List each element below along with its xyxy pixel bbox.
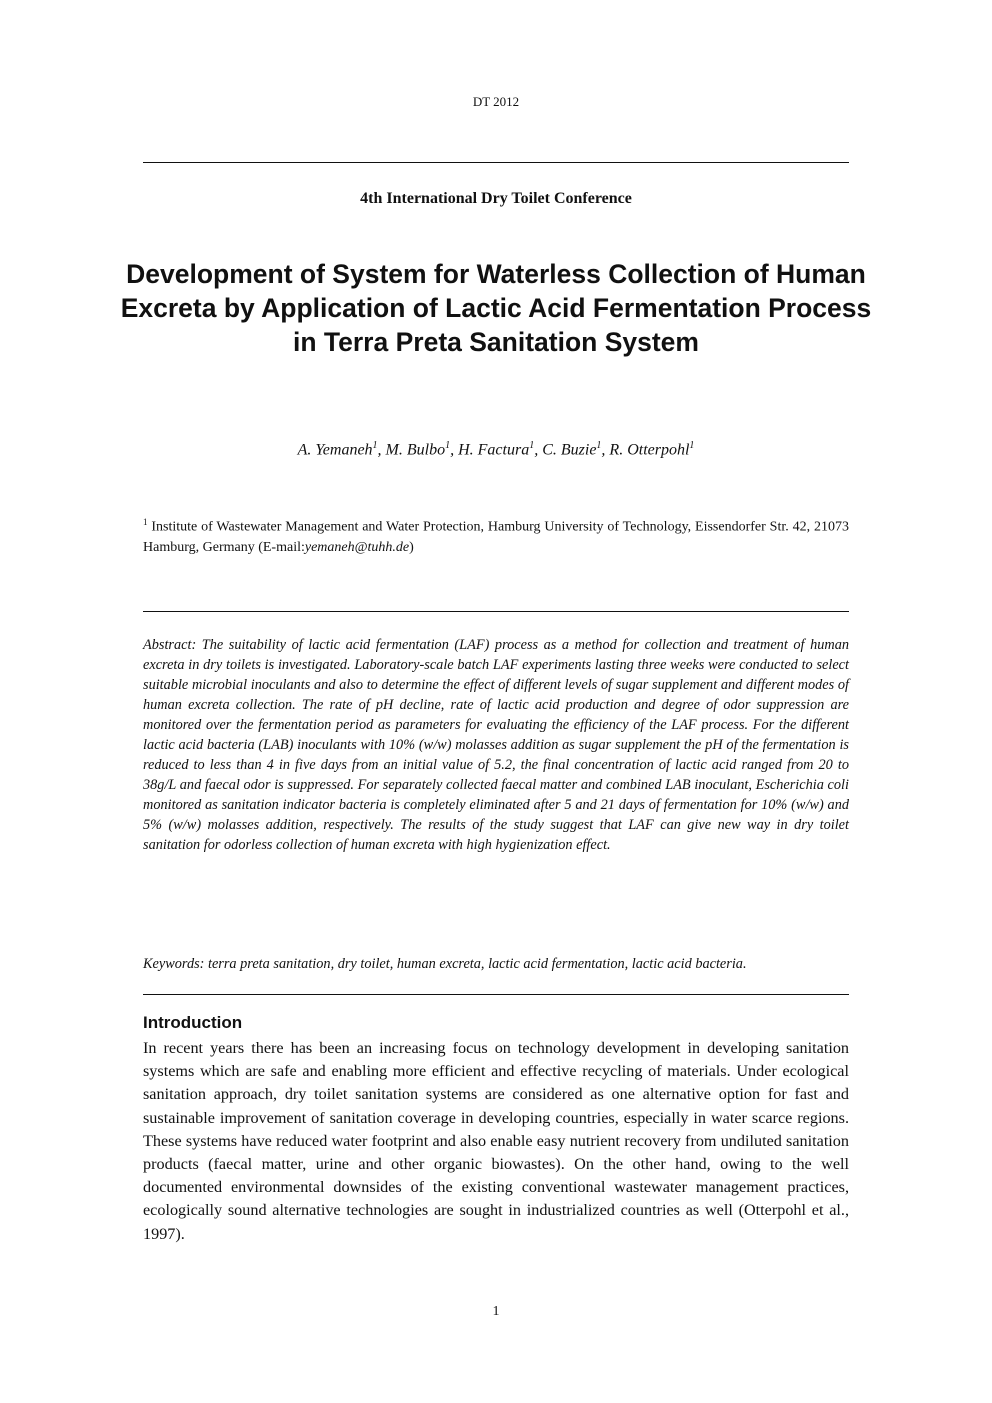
affiliation-closing: ): [409, 539, 414, 555]
header-rule: [143, 162, 849, 163]
affiliation-marker: 1: [445, 440, 451, 451]
keywords-rule: [143, 994, 849, 995]
running-header: DT 2012: [472, 94, 520, 109]
affiliation-block: [143, 512, 849, 558]
author-name: A. Yemaneh: [297, 441, 373, 459]
author-list: [0, 440, 992, 459]
affiliation-marker: 1: [143, 517, 148, 527]
affiliation-marker: 1: [529, 440, 535, 451]
section-heading-introduction: Introduction: [143, 1013, 243, 1032]
paper-title: Development of System for Waterless Collection of Human Excreta by Application of Lactic Acid Fermentation Process in Terra Preta Sanitation System: [120, 259, 872, 357]
author-separator: ,: [377, 441, 386, 459]
affiliation-marker: 1: [689, 440, 695, 451]
email-address: yemaneh@tuhh.de: [304, 539, 410, 555]
author-separator: ,: [450, 441, 459, 459]
author-name: H. Factura: [458, 441, 530, 459]
author-name: C. Buzie: [542, 441, 597, 459]
author-name: R. Otterpohl: [609, 441, 690, 459]
page-number: 1: [492, 1304, 500, 1319]
abstract: Abstract: The suitability of lactic acid fermentation (LAF) process as a method for collection and treatment of human excreta in dry toilets is investigated. Laboratory-scale batch LAF experiments lasting three weeks were conducted to select suitable microbial inoculants and also to determine the effect of different levels of sugar supplement and different modes of human excreta collection. The rate of pH decline, rate of lactic acid production and degree of odor suppression are monitored over the fermentation period as parameters for evaluating the efficiency of the LAF process. For the different lactic acid bacteria (LAB) inoculants with 10% (w/w) molasses addition as sugar supplement the pH of the fermentation is reduced to less than 4 in five days from an initial value of 5.2, the final concentration of lactic acid ranged from 20 to 38g/L and faecal odor is suppressed. For separately collected faecal matter and combined LAB inoculant, Escherichia coli monitored as sanitation indicator bacteria is completely eliminated after 5 and 21 days of fermentation for 10% (w/w) and 5% (w/w) molasses addition, respectively. The results of the study suggest that LAF can give new way in dry toilet sanitation for odorless collection of human excreta with high hygienization effect.: [143, 637, 849, 853]
keywords: Keywords: terra preta sanitation, dry toilet, human excreta, lactic acid fermentation, lactic acid bacteria.: [143, 956, 747, 972]
abstract-rule: [143, 611, 849, 612]
affiliation-marker: 1: [372, 440, 378, 451]
affiliation-marker: 1: [596, 440, 602, 451]
author-separator: ,: [601, 441, 610, 459]
affiliation-text: Institute of Wastewater Management and Water Protection, Hamburg University of Technology, Eissendorfer Str. 42, 21073 Hamburg, Germany (E-mail:: [143, 519, 849, 555]
author-name: M. Bulbo: [385, 441, 446, 459]
conference-name: 4th International Dry Toilet Conference: [360, 190, 632, 207]
introduction-body: In recent years there has been an increasing focus on technology development in developing sanitation systems which are safe and enabling more efficient and effective recycling of materials. Under ecological sanitation approach, dry toilet sanitation systems are considered as one alternative option for fast and sustainable improvement of sanitation coverage in developing countries, especially in water scarce regions. These systems have reduced water footprint and also enable easy nutrient recovery from undiluted sanitation products (faecal matter, urine and other organic biowastes). On the other hand, owing to the well documented environmental downsides of the existing conventional wastewater management practices, ecologically sound alternative technologies are sought in industrialized countries as well (Otterpohl et al., 1997).: [143, 1039, 849, 1243]
author-separator: ,: [534, 441, 543, 459]
